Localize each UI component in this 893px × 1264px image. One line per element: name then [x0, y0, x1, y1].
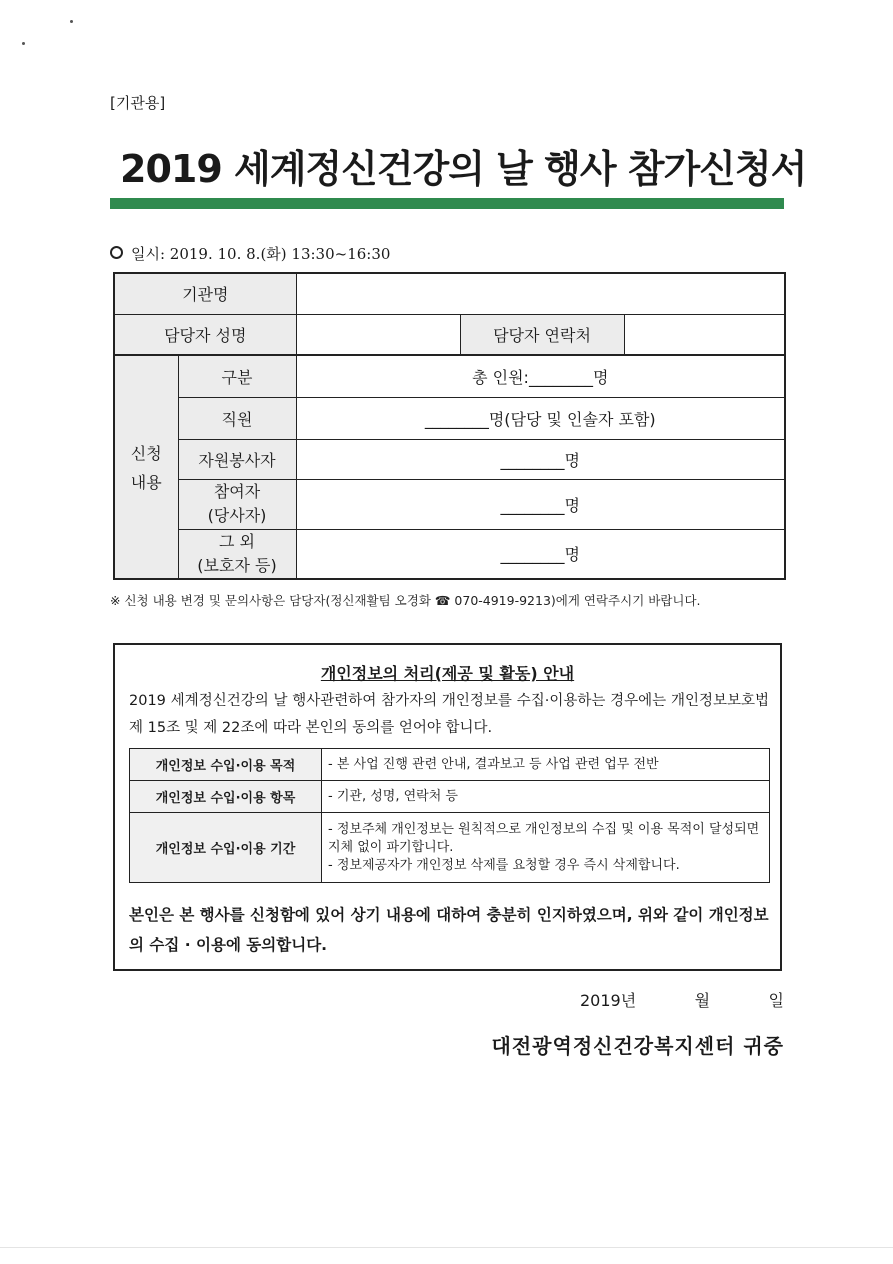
others-count-field[interactable]: ________명: [296, 529, 785, 579]
date-month: 월: [694, 991, 711, 1010]
privacy-value-period: [322, 813, 770, 883]
contact-name-field[interactable]: [296, 314, 460, 355]
row-label-category: 구분: [178, 355, 296, 397]
org-name-label: 기관명: [114, 273, 296, 314]
date-year: 2019년: [580, 991, 637, 1010]
privacy-table: [129, 748, 770, 883]
scan-speck: [22, 42, 25, 45]
volunteer-count-field[interactable]: ________명: [296, 439, 785, 479]
date-day: 일: [768, 991, 784, 1010]
participant-count-field[interactable]: ________명: [296, 479, 785, 529]
row-label-line: 그 외: [219, 531, 255, 551]
privacy-value-purpose: - 본 사업 진행 관련 안내, 결과보고 등 사업 관련 업무 전반: [322, 749, 770, 781]
page-bottom-edge: [0, 1247, 893, 1248]
section-label-line: 내용: [130, 473, 162, 492]
page-title: 2019 세계정신건강의 날 행사 참가신청서: [120, 147, 807, 191]
form-tag: [기관용]: [110, 94, 166, 112]
row-label-line: (당사자): [207, 506, 267, 525]
scan-speck: [70, 20, 73, 23]
row-label-volunteer: 자원봉사자: [178, 439, 296, 479]
row-label-line: 참여자: [213, 482, 261, 501]
privacy-notice-box: [113, 643, 782, 971]
recipient-org: 대전광역정신건강복지센터 귀중: [491, 1034, 784, 1058]
contact-phone-field[interactable]: [624, 314, 785, 355]
total-count-field[interactable]: 총 인원:________명: [296, 355, 785, 397]
row-label-participant: [178, 479, 296, 529]
privacy-intro: 2019 세계정신건강의 날 행사관련하여 참가자의 개인정보를 수집·이용하는 경우에는 개인정보보호법 제 15조 및 제 22조에 따라 본인의 동의를 얻어야 합니다.: [129, 693, 769, 736]
application-section-label: [114, 355, 178, 579]
privacy-value-items: - 기관, 성명, 연락처 등: [322, 781, 770, 813]
application-form-table: [113, 272, 786, 580]
event-date-line: [110, 243, 390, 264]
consent-statement: 본인은 본 행사를 신청함에 있어 상기 내용에 대하여 충분히 인지하였으며, 위와 같이 개인정보의 수집 · 이용에 동의합니다.: [129, 906, 769, 954]
contact-name-label: 담당자 성명: [114, 314, 296, 355]
privacy-label-items: 개인정보 수입·이용 항목: [130, 781, 322, 813]
privacy-title: 개인정보의 처리(제공 및 활동) 안내: [320, 664, 575, 683]
row-label-staff: 직원: [178, 397, 296, 439]
circle-bullet-icon: [110, 246, 123, 259]
section-label-line: 신청: [130, 444, 162, 463]
org-name-field[interactable]: [296, 273, 785, 314]
row-label-others: [178, 529, 296, 579]
privacy-period-line: - 정보제공자가 개인정보 삭제를 요청할 경우 즉시 삭제합니다.: [328, 857, 680, 873]
privacy-label-purpose: 개인정보 수입·이용 목적: [130, 749, 322, 781]
contact-phone-label: 담당자 연락처: [460, 314, 624, 355]
event-date-text: 일시: 2019. 10. 8.(화) 13:30~16:30: [131, 245, 391, 263]
contact-note: ※ 신청 내용 변경 및 문의사항은 담당자(정신재활팀 오경화 ☎ 070-4919-9213)에게 연락주시기 바랍니다.: [110, 593, 701, 608]
privacy-label-period: 개인정보 수입·이용 기간: [130, 813, 322, 883]
title-underline-bar: [110, 198, 784, 209]
staff-count-field[interactable]: ________명(담당 및 인솔자 포함): [296, 397, 785, 439]
signature-date: [580, 988, 784, 1011]
row-label-line: (보호자 등): [197, 555, 277, 575]
privacy-period-line: - 정보주체 개인정보는 원칙적으로 개인정보의 수집 및 이용 목적이 달성되면 지체 없이 파기합니다.: [328, 821, 760, 855]
